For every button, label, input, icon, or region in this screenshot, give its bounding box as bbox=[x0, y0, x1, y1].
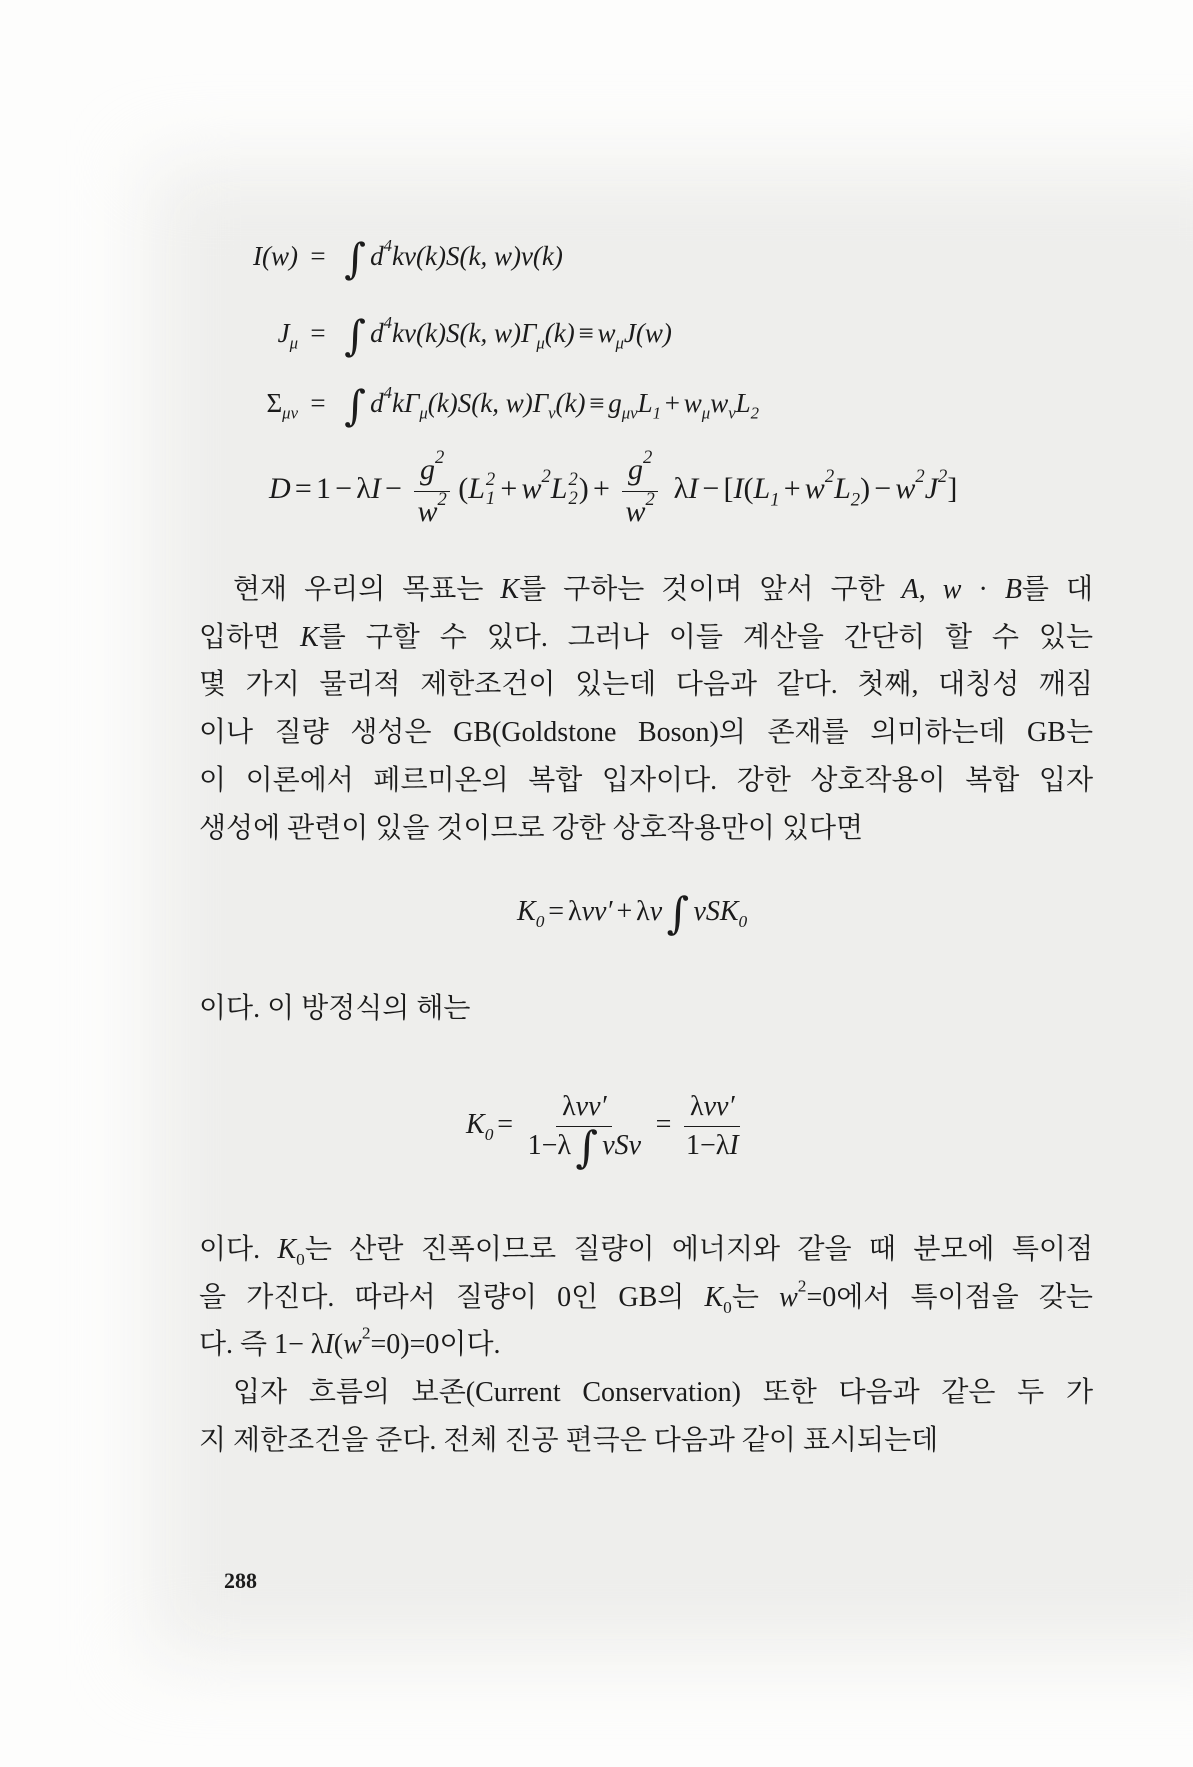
upright-symbol: λ bbox=[562, 1090, 576, 1122]
operator: + bbox=[500, 472, 518, 505]
upright-symbol: λ bbox=[636, 896, 650, 927]
text-run: 지 제한조건을 준다. 전체 진공 편극은 다음과 같이 표시되는데 bbox=[199, 1424, 939, 1456]
text-run: L bbox=[753, 472, 771, 505]
italic-symbol: B bbox=[1004, 574, 1022, 605]
paragraph-1 bbox=[199, 566, 1093, 852]
text-run: d bbox=[370, 388, 384, 418]
text-run: d bbox=[370, 318, 384, 348]
text-run: I bbox=[370, 472, 381, 505]
text-run: kv(k)S(k, w)Γ bbox=[392, 318, 537, 348]
text-run: 를 구하는 것이며 앞서 구한 bbox=[519, 574, 902, 605]
equation-I-of-w bbox=[218, 231, 563, 281]
italic-symbol: K bbox=[277, 1234, 297, 1265]
subscript: 1 bbox=[485, 487, 496, 509]
operator: − bbox=[874, 472, 892, 505]
upright-symbol: λ bbox=[567, 896, 582, 927]
upright-symbol: ) bbox=[860, 472, 871, 505]
paragraph-line bbox=[199, 1417, 1093, 1465]
subscript: μν bbox=[282, 403, 298, 423]
text-run: · bbox=[961, 574, 1005, 605]
fraction bbox=[680, 1091, 744, 1162]
text-run: 생성에 관련이 있을 것이므로 강한 상호작용만이 있다면 bbox=[199, 812, 864, 844]
paragraph-line bbox=[199, 614, 1093, 662]
text-run: (k) bbox=[555, 388, 586, 418]
operator: − bbox=[335, 472, 353, 505]
text-run: K bbox=[466, 1109, 485, 1140]
italic-symbol: K bbox=[300, 621, 319, 653]
text-run: 는 bbox=[731, 1281, 780, 1313]
superscript: 2 bbox=[824, 466, 835, 488]
superscript: 2 bbox=[642, 447, 653, 469]
operator: − bbox=[385, 472, 402, 505]
subscript: 0 bbox=[535, 911, 545, 931]
superscript: 2 bbox=[485, 468, 496, 490]
superscript: 4 bbox=[383, 382, 393, 402]
upright-symbol: 1−λ bbox=[527, 1130, 571, 1162]
text-run: w bbox=[625, 494, 646, 528]
text-run: 몇 가지 물리적 제한조건이 있는데 다음과 같다. 첫째, 대칭성 깨짐 bbox=[199, 669, 1093, 701]
text-run: 을 가진다. 따라서 질량이 0인 GB의 bbox=[199, 1281, 705, 1313]
equation-rhs bbox=[338, 308, 672, 358]
subscript: 1 bbox=[652, 403, 661, 423]
italic-symbol: A bbox=[901, 574, 919, 605]
equation-rhs bbox=[338, 231, 563, 281]
operator: + bbox=[592, 472, 610, 505]
upright-symbol: λ bbox=[666, 472, 689, 505]
text-run: L bbox=[550, 472, 568, 505]
paragraph-line bbox=[199, 805, 1093, 853]
superscript: 4 bbox=[383, 312, 393, 332]
text-run: 다. 즉 1− λ bbox=[199, 1329, 325, 1361]
operator: = bbox=[548, 896, 565, 927]
upright-symbol: λ bbox=[356, 472, 371, 505]
text-run: 입자 흐름의 보존(Current Conservation) 또한 다음과 같은 두 가 bbox=[233, 1377, 1093, 1408]
text-run: w bbox=[597, 318, 616, 348]
superscript: 2 bbox=[797, 1275, 807, 1295]
operator: ≡ bbox=[589, 388, 605, 418]
text-run: (k) bbox=[544, 318, 575, 348]
text-run: , bbox=[918, 574, 943, 605]
text-run: v bbox=[649, 896, 663, 927]
integral-sign: ∫ bbox=[344, 233, 366, 283]
text-run: ( bbox=[333, 1329, 344, 1361]
subscript: μ bbox=[536, 333, 545, 353]
text-run: L bbox=[468, 472, 485, 505]
text-run: 이 이론에서 페르미온의 복합 입자이다. 강한 상호작용이 복합 입자 bbox=[199, 764, 1093, 796]
paragraph-line bbox=[199, 1226, 1093, 1274]
subscript: μ bbox=[615, 333, 624, 353]
paragraph-line bbox=[199, 661, 1093, 709]
text-run: I bbox=[729, 1130, 739, 1162]
fraction-denominator bbox=[522, 1122, 647, 1173]
italic-symbol: K bbox=[500, 574, 520, 605]
text-run: 이나 질량 생성은 GB(Goldstone Boson)의 존재를 의미하는데 GB는 bbox=[199, 717, 1093, 749]
text-run: w bbox=[683, 388, 702, 418]
subscript: 2 bbox=[568, 487, 578, 509]
paragraph-line bbox=[199, 1274, 1093, 1322]
integral-sign: ∫ bbox=[344, 310, 366, 360]
paragraph-line bbox=[199, 1321, 1093, 1369]
superscript: 2 bbox=[541, 466, 551, 488]
integral-sign: ∫ bbox=[666, 888, 690, 939]
subscript: μ bbox=[419, 403, 428, 423]
fraction bbox=[619, 447, 660, 529]
text-run: I(w) bbox=[253, 241, 298, 271]
paragraph-line bbox=[199, 757, 1093, 805]
superscript: 2 bbox=[437, 488, 447, 510]
superscript: 4 bbox=[383, 235, 393, 255]
text-run: J(w) bbox=[623, 318, 672, 348]
operator: = bbox=[655, 1109, 672, 1140]
operator: ≡ bbox=[578, 318, 594, 348]
upright-symbol: λ bbox=[690, 1090, 704, 1122]
equals-sign: = bbox=[310, 318, 326, 348]
subscript: 0 bbox=[723, 1297, 732, 1317]
upright-symbol: ] bbox=[947, 472, 958, 505]
upright-symbol: Σ bbox=[266, 388, 283, 418]
paragraph-line bbox=[199, 709, 1093, 757]
text-run: L bbox=[637, 388, 653, 418]
subscript: μν bbox=[621, 403, 638, 423]
text-run: vv′ bbox=[581, 896, 613, 927]
equation-K0-integral bbox=[517, 887, 747, 937]
fraction-numerator bbox=[556, 1091, 612, 1127]
subscript: μ bbox=[289, 333, 298, 353]
text-run: L bbox=[834, 472, 851, 505]
fraction-numerator bbox=[684, 1091, 740, 1127]
equation-lhs bbox=[218, 308, 298, 358]
superscript: 2 bbox=[361, 1323, 371, 1343]
subscript: 0 bbox=[738, 911, 748, 931]
text-run: w bbox=[804, 472, 825, 505]
equation-J-mu bbox=[218, 308, 672, 358]
fraction bbox=[522, 1090, 647, 1173]
superscript: 2 bbox=[435, 447, 445, 469]
text-run: J bbox=[277, 318, 290, 348]
equals-sign: = bbox=[310, 241, 326, 271]
text-run: 이다. bbox=[199, 1234, 278, 1265]
text-run: 입하면 bbox=[199, 621, 301, 653]
text-run: g bbox=[608, 388, 622, 418]
operator: − bbox=[702, 472, 720, 505]
page-number: 288 bbox=[224, 1568, 257, 1593]
upright-symbol: ( bbox=[458, 472, 469, 505]
upright-symbol: ) bbox=[578, 472, 589, 505]
subscript: ν bbox=[728, 403, 736, 423]
text-run: w bbox=[417, 494, 438, 528]
operator: + bbox=[616, 896, 633, 927]
subscript: 2 bbox=[850, 489, 861, 511]
fraction-denominator bbox=[619, 488, 660, 530]
equals-sign: = bbox=[310, 388, 326, 418]
fraction-numerator bbox=[414, 447, 450, 492]
superscript: 2 bbox=[915, 466, 925, 488]
integral-sign: ∫ bbox=[344, 380, 366, 430]
text-run: I bbox=[733, 472, 744, 505]
text-run: w bbox=[521, 472, 542, 505]
text-run: =0)=0이다. bbox=[370, 1329, 501, 1361]
subscript: 1 bbox=[770, 489, 780, 511]
upright-symbol: ( bbox=[743, 472, 754, 505]
text-run: 현재 우리의 목표는 bbox=[233, 574, 501, 605]
operator: = bbox=[497, 1109, 514, 1140]
sub-superscript bbox=[568, 468, 578, 509]
text-run: kΓ bbox=[392, 388, 420, 418]
paragraph-line bbox=[199, 1369, 1093, 1417]
text-run: K bbox=[517, 896, 536, 927]
italic-symbol: w bbox=[942, 574, 962, 605]
fraction-denominator bbox=[680, 1127, 744, 1162]
text-run: D bbox=[269, 472, 291, 505]
subscript: μ bbox=[701, 403, 711, 423]
text-run: g bbox=[627, 453, 643, 487]
subscript: ν bbox=[548, 403, 556, 423]
paragraph-line bbox=[199, 566, 1093, 614]
text-run: w bbox=[710, 388, 729, 418]
sub-superscript bbox=[485, 468, 496, 509]
integral-sign: ∫ bbox=[575, 1122, 598, 1173]
text-run: vSK bbox=[693, 896, 739, 927]
equation-lhs bbox=[218, 231, 298, 281]
italic-symbol: K bbox=[704, 1281, 724, 1313]
subscript: 0 bbox=[296, 1249, 305, 1269]
italic-symbol: w bbox=[779, 1281, 798, 1313]
superscript: 2 bbox=[938, 466, 948, 488]
fraction-numerator bbox=[622, 447, 658, 492]
text-run: vSv bbox=[602, 1130, 642, 1162]
text-run: vv′ bbox=[575, 1090, 607, 1122]
equation-rhs bbox=[338, 378, 759, 428]
text-run: 를 대 bbox=[1021, 574, 1094, 605]
text-run: 는 산란 진폭이므로 질량이 에너지와 같을 때 분모에 특이점 bbox=[304, 1234, 1094, 1265]
operator: + bbox=[783, 472, 801, 505]
text-run: L bbox=[735, 388, 751, 418]
equation-K0-solution bbox=[466, 1085, 749, 1173]
italic-symbol: w bbox=[343, 1329, 362, 1361]
paragraph-line: 이다. 이 방정식의 해는 bbox=[199, 993, 471, 1024]
fraction bbox=[412, 447, 453, 529]
text-run: w bbox=[895, 472, 916, 505]
text-run: d bbox=[370, 241, 384, 271]
equation-sigma-mu-nu bbox=[218, 378, 759, 428]
text-run: kv(k)S(k, w)v(k) bbox=[392, 241, 563, 271]
equation-lhs bbox=[218, 378, 298, 428]
text-run: vv′ bbox=[703, 1090, 735, 1122]
italic-symbol: I bbox=[324, 1329, 334, 1361]
text-run: 를 구할 수 있다. 그러나 이들 계산을 간단히 할 수 있는 bbox=[318, 621, 1093, 653]
equation-D bbox=[269, 449, 957, 529]
superscript: 2 bbox=[568, 468, 578, 490]
text-run: (k)S(k, w)Γ bbox=[427, 388, 549, 418]
upright-symbol: 1 bbox=[315, 472, 331, 505]
text-run: g bbox=[420, 453, 435, 487]
superscript: 2 bbox=[645, 488, 655, 510]
text-run: I bbox=[688, 472, 699, 505]
subscript: 2 bbox=[750, 403, 760, 423]
paragraph-3 bbox=[199, 1369, 1093, 1464]
upright-symbol: 1−λ bbox=[685, 1130, 730, 1162]
upright-symbol: [ bbox=[723, 472, 734, 505]
operator: = bbox=[294, 472, 312, 505]
paragraph-2 bbox=[199, 1226, 1093, 1369]
text-run: J bbox=[924, 472, 939, 505]
fraction-denominator bbox=[412, 488, 453, 530]
operator: + bbox=[664, 388, 680, 418]
transition-text bbox=[199, 985, 1093, 1033]
subscript: 0 bbox=[484, 1124, 494, 1144]
text-run: =0에서 특이점을 갖는 bbox=[806, 1281, 1093, 1313]
